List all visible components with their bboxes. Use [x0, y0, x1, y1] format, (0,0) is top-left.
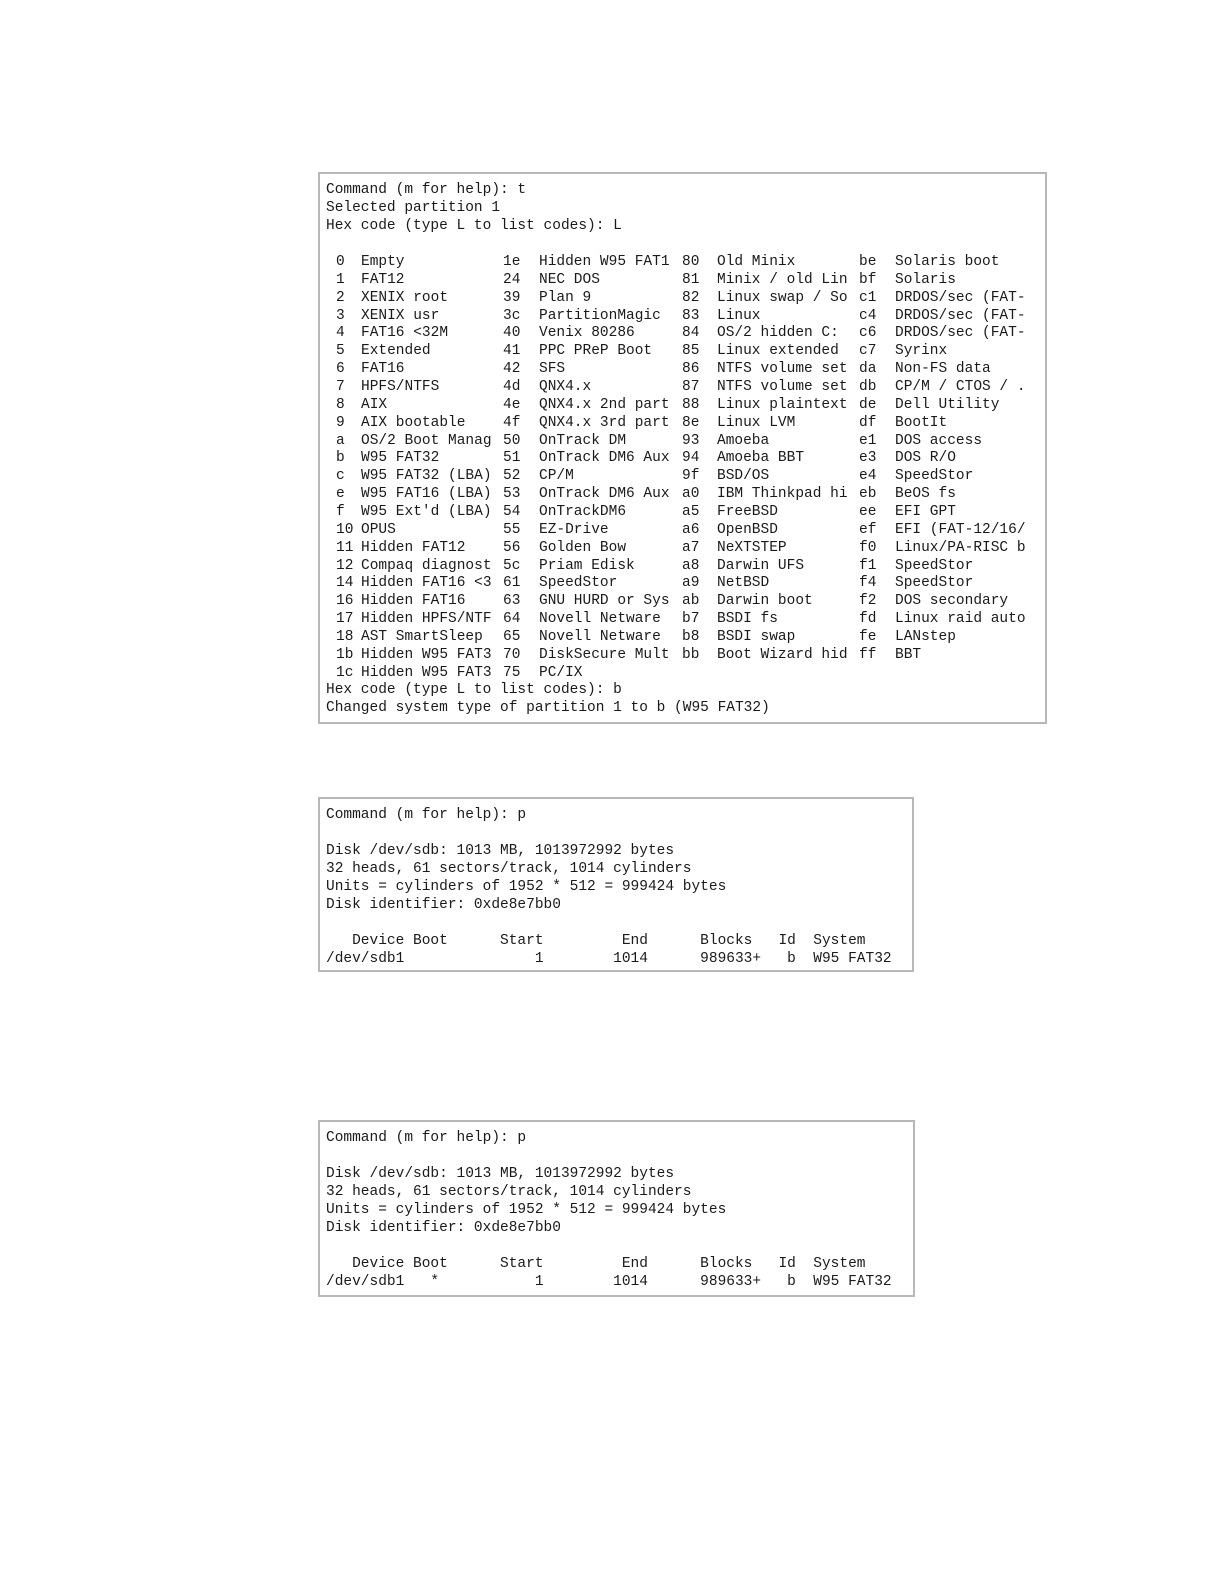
partition-type-name: EZ-Drive — [539, 521, 609, 538]
partition-type-code: f0 — [859, 539, 877, 556]
partition-type-code: da — [859, 361, 877, 378]
partition-type-name: XENIX usr — [361, 307, 440, 324]
partition-type-code: de — [859, 396, 877, 413]
output-line: Selected partition 1 — [326, 200, 501, 216]
partition-type-code: 4f — [503, 414, 521, 431]
partition-type-name: BSDI fs — [717, 611, 778, 627]
partition-type-code: 17 — [336, 611, 354, 627]
partition-type-name: OnTrack DM — [539, 432, 627, 449]
partition-type-name: Novell Netware — [539, 611, 661, 627]
partition-type-name: Venix 80286 — [539, 325, 635, 342]
partition-type-name: W95 FAT32 — [361, 450, 440, 467]
partition-type-name: Linux — [717, 307, 761, 324]
partition-type-code: a9 — [682, 575, 700, 592]
partition-type-code: 4e — [503, 396, 521, 413]
partition-type-code: c1 — [859, 289, 877, 306]
partition-type-name: DOS secondary — [895, 593, 1009, 610]
partition-type-name: LANstep — [895, 628, 956, 645]
codes-row — [320, 414, 1045, 432]
partition-type-name: NEC DOS — [539, 271, 600, 288]
codes-row — [320, 646, 1045, 664]
partition-type-name: Hidden FAT12 — [361, 539, 466, 556]
partition-type-name: NeXTSTEP — [717, 539, 787, 556]
partition-type-name: CP/M — [539, 468, 574, 485]
partition-type-code: 3 — [336, 307, 345, 324]
partition-type-name: Amoeba — [717, 432, 770, 449]
partition-type-name: EFI GPT — [895, 503, 956, 520]
partition-type-code: eb — [859, 486, 877, 503]
partition-type-name: SFS — [539, 361, 566, 378]
partition-type-code: f2 — [859, 593, 877, 610]
partition-type-code: c — [336, 468, 345, 485]
partition-type-code: f4 — [859, 575, 877, 592]
codes-row — [320, 557, 1045, 575]
partition-type-name: PartitionMagic — [539, 307, 661, 324]
partition-type-code: 4d — [503, 379, 521, 395]
partition-type-name: IBM Thinkpad hi — [717, 486, 848, 503]
partition-type-code: be — [859, 254, 877, 270]
partition-type-name: XENIX root — [361, 289, 449, 306]
partition-table-row: /dev/sdb1 1 1014 989633+ b W95 FAT32 — [326, 951, 892, 967]
partition-table-row: /dev/sdb1 * 1 1014 989633+ b W95 FAT32 — [326, 1274, 892, 1290]
codes-row — [320, 449, 1045, 467]
partition-type-code: 85 — [682, 343, 700, 360]
partition-type-code: ef — [859, 521, 877, 538]
partition-type-code: 1c — [336, 664, 354, 681]
disk-info-line: Disk /dev/sdb: 1013 MB, 1013972992 bytes — [326, 1166, 675, 1182]
partition-type-name: W95 FAT16 (LBA) — [361, 486, 492, 503]
partition-type-code: 94 — [682, 450, 700, 467]
partition-type-code: 1b — [336, 646, 354, 663]
partition-type-name: SpeedStor — [895, 575, 974, 592]
partition-type-name: Compaq diagnost — [361, 557, 492, 574]
partition-type-code: 83 — [682, 307, 700, 324]
partition-type-name: Empty — [361, 254, 405, 270]
codes-row — [320, 539, 1045, 557]
partition-type-name: Minix / old Lin — [717, 271, 848, 288]
partition-type-code: f1 — [859, 557, 877, 574]
partition-type-name: SpeedStor — [895, 468, 974, 485]
partition-type-code: 0 — [336, 254, 345, 270]
partition-type-name: Hidden FAT16 <3 — [361, 575, 492, 592]
partition-type-name: Linux swap / So — [717, 289, 848, 306]
partition-type-code: 1 — [336, 271, 345, 288]
partition-type-code: 5c — [503, 557, 521, 574]
partition-type-name: Hidden HPFS/NTF — [361, 611, 492, 627]
partition-type-code: c7 — [859, 343, 877, 360]
codes-row — [320, 664, 1045, 682]
partition-type-name: NetBSD — [717, 575, 770, 592]
partition-type-code: db — [859, 379, 877, 395]
partition-type-code: 1e — [503, 254, 521, 270]
partition-type-code: 52 — [503, 468, 521, 485]
partition-type-name: BeOS fs — [895, 486, 956, 503]
partition-type-name: PC/IX — [539, 664, 583, 681]
partition-type-name: FAT12 — [361, 271, 405, 288]
partition-type-code: a8 — [682, 557, 700, 574]
partition-type-name: DOS R/O — [895, 450, 956, 467]
partition-type-name: EFI (FAT-12/16/ — [895, 521, 1026, 538]
partition-type-code: 86 — [682, 361, 700, 378]
partition-type-name: W95 FAT32 (LBA) — [361, 468, 492, 485]
partition-type-name: BBT — [895, 646, 922, 663]
partition-type-code: 61 — [503, 575, 521, 592]
partition-type-code: 40 — [503, 325, 521, 342]
partition-type-name: Boot Wizard hid — [717, 646, 848, 663]
partition-type-code: 63 — [503, 593, 521, 610]
partition-type-code: f — [336, 503, 345, 520]
codes-row — [320, 574, 1045, 592]
partition-type-name: Non-FS data — [895, 361, 991, 378]
partition-type-code: 84 — [682, 325, 700, 342]
partition-table-header: Device Boot Start End Blocks Id System — [326, 1256, 866, 1272]
partition-type-name: DOS access — [895, 432, 983, 449]
partition-type-code: a5 — [682, 503, 700, 520]
codes-row — [320, 289, 1045, 307]
partition-type-code: 16 — [336, 593, 354, 610]
terminal-window-print-table — [318, 797, 914, 972]
partition-type-name: OnTrack DM6 Aux — [539, 486, 670, 503]
disk-info-line: Units = cylinders of 1952 * 512 = 999424 bytes — [326, 1202, 727, 1218]
partition-type-name: Novell Netware — [539, 628, 661, 645]
partition-type-name: NTFS volume set — [717, 379, 848, 395]
partition-type-code: 10 — [336, 521, 354, 538]
disk-info-line: Disk identifier: 0xde8e7bb0 — [326, 897, 561, 913]
partition-type-code: 39 — [503, 289, 521, 306]
partition-type-code: 87 — [682, 379, 700, 395]
partition-type-name: OnTrack DM6 Aux — [539, 450, 670, 467]
partition-type-name: Linux plaintext — [717, 396, 848, 413]
partition-type-code: ab — [682, 593, 700, 610]
partition-type-code: b — [336, 450, 345, 467]
partition-type-name: Golden Bow — [539, 539, 627, 556]
codes-row — [320, 360, 1045, 378]
partition-type-code: 4 — [336, 325, 345, 342]
partition-type-name: Hidden W95 FAT3 — [361, 646, 492, 663]
partition-type-code: a0 — [682, 486, 700, 503]
partition-type-name: Linux raid auto — [895, 611, 1026, 627]
partition-type-name: DiskSecure Mult — [539, 646, 670, 663]
partition-type-name: DRDOS/sec (FAT- — [895, 325, 1026, 342]
partition-type-code: 12 — [336, 557, 354, 574]
partition-type-name: GNU HURD or Sys — [539, 593, 670, 610]
partition-type-name: DRDOS/sec (FAT- — [895, 289, 1026, 306]
partition-type-code: 18 — [336, 628, 354, 645]
command-line: Command (m for help): p — [326, 1130, 527, 1146]
partition-type-code: fe — [859, 628, 877, 645]
disk-info-line: Disk identifier: 0xde8e7bb0 — [326, 1220, 561, 1236]
partition-type-name: BootIt — [895, 414, 948, 431]
partition-type-code: 9f — [682, 468, 700, 485]
partition-type-name: Hidden W95 FAT1 — [539, 254, 670, 270]
disk-info-line: Disk /dev/sdb: 1013 MB, 1013972992 bytes — [326, 843, 675, 859]
partition-type-name: BSD/OS — [717, 468, 770, 485]
partition-type-code: a7 — [682, 539, 700, 556]
partition-type-name: FAT16 — [361, 361, 405, 378]
codes-row — [320, 610, 1045, 628]
codes-row — [320, 432, 1045, 450]
partition-type-code: 6 — [336, 361, 345, 378]
partition-type-name: PPC PReP Boot — [539, 343, 653, 360]
partition-type-name: Linux extended — [717, 343, 839, 360]
partition-type-name: SpeedStor — [895, 557, 974, 574]
partition-type-code: e1 — [859, 432, 877, 449]
partition-type-name: Solaris — [895, 271, 956, 288]
partition-type-code: 64 — [503, 611, 521, 627]
partition-type-code: 14 — [336, 575, 354, 592]
partition-type-code: bf — [859, 271, 877, 288]
partition-type-code: 9 — [336, 414, 345, 431]
partition-type-code: 93 — [682, 432, 700, 449]
partition-type-code: a6 — [682, 521, 700, 538]
partition-type-code: 56 — [503, 539, 521, 556]
command-line: Command (m for help): p — [326, 807, 527, 823]
partition-type-code: e4 — [859, 468, 877, 485]
partition-type-code: ee — [859, 503, 877, 520]
partition-type-code: 24 — [503, 271, 521, 288]
terminal-window-type-change — [318, 172, 1047, 724]
output-line: Changed system type of partition 1 to b (W95 FAT32) — [326, 700, 770, 716]
partition-type-code: a — [336, 432, 345, 449]
partition-type-name: OS/2 Boot Manag — [361, 432, 492, 449]
disk-info-line: 32 heads, 61 sectors/track, 1014 cylinders — [326, 861, 692, 877]
disk-info-line: Units = cylinders of 1952 * 512 = 999424 bytes — [326, 879, 727, 895]
codes-row — [320, 324, 1045, 342]
codes-row — [320, 396, 1045, 414]
terminal-window-print-table-bootable — [318, 1120, 915, 1297]
partition-type-code: 7 — [336, 379, 345, 395]
partition-type-name: QNX4.x — [539, 379, 592, 395]
partition-type-name: FAT16 <32M — [361, 325, 449, 342]
prompt-line: Hex code (type L to list codes): b — [326, 682, 622, 698]
partition-type-code: 75 — [503, 664, 521, 681]
partition-type-name: OPUS — [361, 521, 396, 538]
partition-type-name: OS/2 hidden C: — [717, 325, 839, 342]
partition-type-name: Dell Utility — [895, 396, 1000, 413]
partition-type-code: 41 — [503, 343, 521, 360]
partition-type-name: QNX4.x 2nd part — [539, 396, 670, 413]
partition-type-code: b8 — [682, 628, 700, 645]
partition-type-name: HPFS/NTFS — [361, 379, 440, 395]
disk-info-line: 32 heads, 61 sectors/track, 1014 cylinders — [326, 1184, 692, 1200]
codes-row — [320, 592, 1045, 610]
partition-type-code: df — [859, 414, 877, 431]
partition-type-code: 54 — [503, 503, 521, 520]
partition-type-name: Linux/PA-RISC b — [895, 539, 1026, 556]
partition-type-code: 55 — [503, 521, 521, 538]
partition-type-code: ff — [859, 646, 877, 663]
partition-type-name: OnTrackDM6 — [539, 503, 627, 520]
partition-type-code: c6 — [859, 325, 877, 342]
partition-type-name: Syrinx — [895, 343, 948, 360]
partition-type-code: 53 — [503, 486, 521, 503]
partition-type-code: 8 — [336, 396, 345, 413]
partition-type-name: Solaris boot — [895, 254, 1000, 270]
partition-type-name: BSDI swap — [717, 628, 796, 645]
partition-type-name: CP/M / CTOS / . — [895, 379, 1026, 395]
command-line: Command (m for help): t — [326, 182, 527, 198]
partition-type-code: 2 — [336, 289, 345, 306]
codes-row — [320, 485, 1045, 503]
partition-type-code: 70 — [503, 646, 521, 663]
codes-row — [320, 521, 1045, 539]
partition-type-code: 8e — [682, 414, 700, 431]
prompt-line: Hex code (type L to list codes): L — [326, 218, 622, 234]
codes-row — [320, 307, 1045, 325]
partition-type-name: AST SmartSleep — [361, 628, 483, 645]
partition-type-name: AIX bootable — [361, 414, 466, 431]
partition-type-name: Old Minix — [717, 254, 796, 270]
partition-type-code: 80 — [682, 254, 700, 270]
partition-type-code: b7 — [682, 611, 700, 627]
codes-row — [320, 467, 1045, 485]
codes-row — [320, 628, 1045, 646]
partition-type-code: 3c — [503, 307, 521, 324]
partition-type-code: 65 — [503, 628, 521, 645]
partition-type-name: Priam Edisk — [539, 557, 635, 574]
partition-type-code: fd — [859, 611, 877, 627]
codes-row — [320, 253, 1045, 271]
partition-type-name: Extended — [361, 343, 431, 360]
partition-type-name: Linux LVM — [717, 414, 796, 431]
codes-row — [320, 503, 1045, 521]
partition-type-code: c4 — [859, 307, 877, 324]
partition-type-name: SpeedStor — [539, 575, 618, 592]
partition-type-code: 42 — [503, 361, 521, 378]
partition-type-code: 82 — [682, 289, 700, 306]
codes-row — [320, 271, 1045, 289]
partition-type-name: QNX4.x 3rd part — [539, 414, 670, 431]
partition-type-name: Amoeba BBT — [717, 450, 805, 467]
partition-type-code: 88 — [682, 396, 700, 413]
partition-type-code: 51 — [503, 450, 521, 467]
partition-type-name: NTFS volume set — [717, 361, 848, 378]
partition-type-name: OpenBSD — [717, 521, 778, 538]
partition-type-name: Darwin boot — [717, 593, 813, 610]
partition-type-code: 5 — [336, 343, 345, 360]
partition-type-code: 50 — [503, 432, 521, 449]
partition-type-name: FreeBSD — [717, 503, 778, 520]
partition-type-name: Darwin UFS — [717, 557, 805, 574]
partition-type-code: e — [336, 486, 345, 503]
codes-row — [320, 342, 1045, 360]
partition-type-name: Plan 9 — [539, 289, 592, 306]
partition-type-code: bb — [682, 646, 700, 663]
partition-type-name: Hidden W95 FAT3 — [361, 664, 492, 681]
partition-type-name: AIX — [361, 396, 388, 413]
partition-table-header: Device Boot Start End Blocks Id System — [326, 933, 866, 949]
partition-type-code: 81 — [682, 271, 700, 288]
partition-type-name: DRDOS/sec (FAT- — [895, 307, 1026, 324]
partition-type-code: 11 — [336, 539, 354, 556]
partition-type-code: e3 — [859, 450, 877, 467]
codes-row — [320, 378, 1045, 396]
partition-type-name: W95 Ext'd (LBA) — [361, 503, 492, 520]
partition-type-name: Hidden FAT16 — [361, 593, 466, 610]
